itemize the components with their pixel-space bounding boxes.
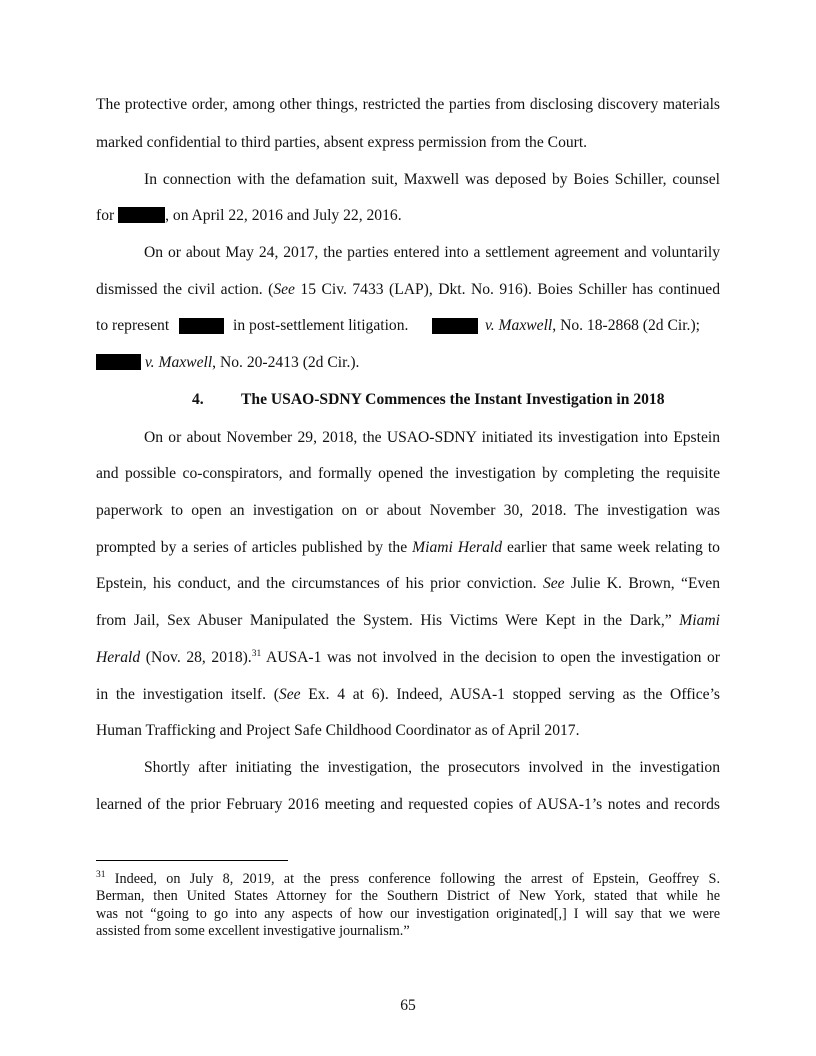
paragraph-line: Herald (Nov. 28, 2018).$^{31}$ AUSA-1 was not involved in the decision to open the investigation or <box>96 649 720 666</box>
paragraph-line: Shortly after initiating the investigation, the prosecutors involved in the investigation <box>144 759 720 776</box>
paragraph-line: Human Trafficking and Project Safe Childhood Coordinator as of April 2017. <box>96 722 580 739</box>
footnote-line: assisted from some excellent investigative journalism.” <box>96 923 410 939</box>
paragraph-line: v. Maxwell, No. 20-2413 (2d Cir.). <box>96 353 720 373</box>
footnote-marker: 31 <box>96 870 106 880</box>
redaction-block <box>432 318 478 334</box>
paragraph-line: learned of the prior February 2016 meeting and requested copies of AUSA-1’s notes and records <box>96 796 720 813</box>
redaction-block <box>118 207 165 223</box>
paragraph-line: for , on April 22, 2016 and July 22, 2016. <box>96 207 402 224</box>
redaction-block <box>179 318 224 334</box>
paragraph-line: marked confidential to third parties, absent express permission from the Court. <box>96 134 588 151</box>
footnote-line: Berman, then United States Attorney for the Southern District of New York, stated that while he <box>96 888 720 904</box>
footnote-line: was not “going to go into any aspects of how our investigation originated[,] I will say that we were <box>96 906 720 922</box>
paragraph-line: Epstein, his conduct, and the circumstances of his prior conviction. See Julie K. Brown, “Even <box>96 575 720 592</box>
footnote-separator <box>96 860 288 861</box>
redaction-block <box>96 354 141 370</box>
section-number: 4. <box>192 391 204 408</box>
paragraph-line: dismissed the civil action. (See 15 Civ. 7433 (LAP), Dkt. No. 916). Boies Schiller has continued <box>96 281 720 298</box>
page-number: 65 <box>400 997 416 1014</box>
footnote-reference: 31 <box>251 649 262 659</box>
paragraph-line: The protective order, among other things, restricted the parties from disclosing discovery materials <box>96 96 720 113</box>
paragraph-line: in the investigation itself. (See Ex. 4 at 6). Indeed, AUSA-1 stopped serving as the Office’s <box>96 686 720 703</box>
paragraph-line: paperwork to open an investigation on or about November 30, 2018. The investigation was <box>96 502 720 519</box>
paragraph-line: On or about November 29, 2018, the USAO-SDNY initiated its investigation into Epstein <box>144 429 720 446</box>
paragraph-line: from Jail, Sex Abuser Manipulated the System. His Victims Were Kept in the Dark,” Miami <box>96 612 720 629</box>
paragraph-line: prompted by a series of articles published by the Miami Herald earlier that same week relating to <box>96 539 720 556</box>
section-title: The USAO-SDNY Commences the Instant Investigation in 2018 <box>241 391 665 408</box>
paragraph-line: and possible co-conspirators, and formally opened the investigation by completing the requisite <box>96 465 720 482</box>
paragraph-line: On or about May 24, 2017, the parties entered into a settlement agreement and voluntarily <box>144 244 720 261</box>
paragraph-line: In connection with the defamation suit, Maxwell was deposed by Boies Schiller, counsel <box>144 171 720 188</box>
footnote-line: $^{31}$ Indeed, on July 8, 2019, at the press conference following the arrest of Epstein, Geoffrey S. <box>96 870 720 887</box>
